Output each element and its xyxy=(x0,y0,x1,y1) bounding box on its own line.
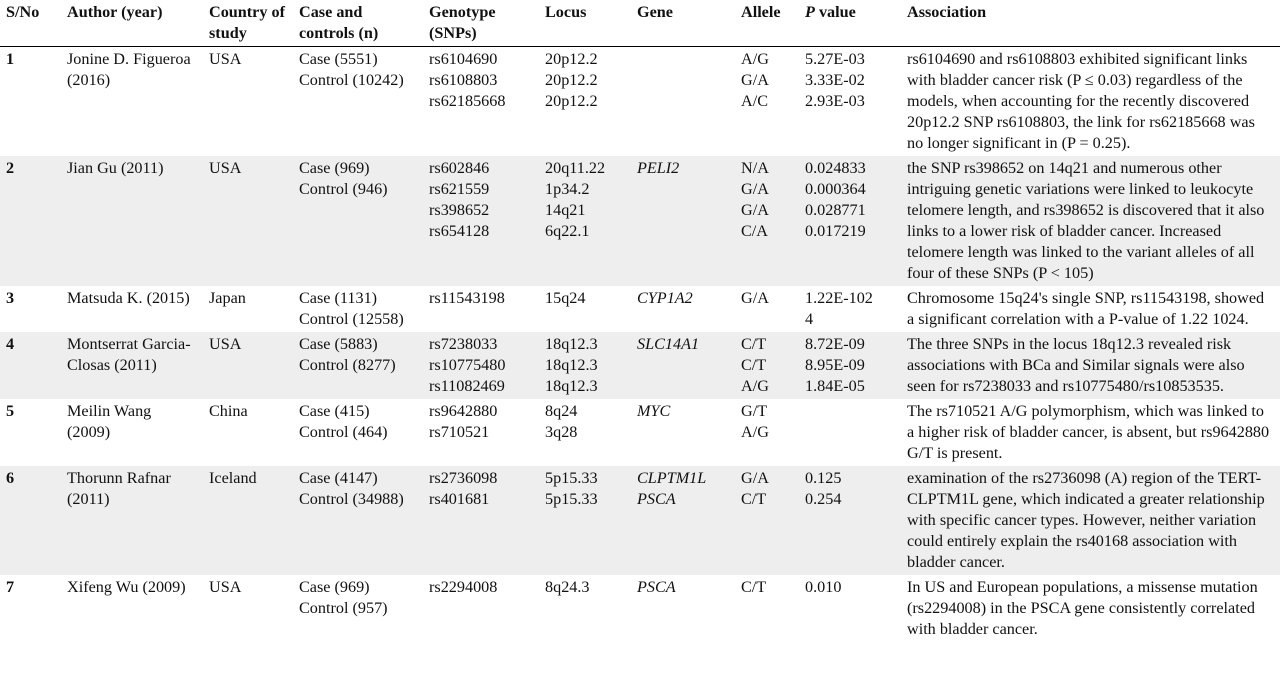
genotype-value: rs62185668 xyxy=(429,92,506,110)
allele-value: A/G xyxy=(741,377,769,395)
table-body xyxy=(0,47,1280,643)
allele-value: G/A xyxy=(741,180,769,198)
cell-locus xyxy=(539,332,631,399)
cases-value: Case (4147) xyxy=(299,469,378,487)
cell-cases xyxy=(293,286,423,332)
cell-p-value xyxy=(799,575,901,642)
header-gene: Gene xyxy=(631,0,735,47)
p-value-value: 0.000364 xyxy=(805,180,866,198)
cell-country: Iceland xyxy=(209,469,257,487)
table-row xyxy=(0,156,1280,286)
cases-value: Control (8277) xyxy=(299,356,396,374)
genotype-value: rs6108803 xyxy=(429,71,498,89)
genotype-value: rs11543198 xyxy=(429,289,505,307)
locus-value: 3q28 xyxy=(545,423,578,441)
cell-association: examination of the rs2736098 (A) region of the TERT- CLPTM1L gene, which indicated a greater relationship with specific cancer types. However, neither variation could entirely explain the rs40168 association with bladder cancer. xyxy=(907,469,1265,571)
cell-allele xyxy=(735,399,799,466)
genotype-value: rs602846 xyxy=(429,159,490,177)
cell-allele xyxy=(735,47,799,157)
cell-sno: 1 xyxy=(6,50,15,68)
cell-gene xyxy=(631,575,735,642)
genotype-value: rs2294008 xyxy=(429,578,498,596)
locus-value: 6q22.1 xyxy=(545,222,590,240)
cell-locus xyxy=(539,156,631,286)
header-genotype: Genotype (SNPs) xyxy=(423,0,539,47)
header-allele: Allele xyxy=(735,0,799,47)
cell-association: The three SNPs in the locus 18q12.3 revealed risk associations with BCa and Similar signals were also seen for rs7238033 and rs10775480/rs10853535. xyxy=(907,335,1245,395)
cases-value: Control (10242) xyxy=(299,71,404,89)
cell-p-value xyxy=(799,466,901,575)
locus-value: 14q21 xyxy=(545,201,586,219)
gene-value: MYC xyxy=(637,402,671,420)
allele-value: G/A xyxy=(741,289,769,307)
cases-value: Case (969) xyxy=(299,159,370,177)
cell-country: USA xyxy=(209,159,242,177)
table-row xyxy=(0,47,1280,157)
cell-author: Matsuda K. (2015) xyxy=(67,289,190,307)
cell-country: USA xyxy=(209,578,242,596)
cases-value: Case (1131) xyxy=(299,289,378,307)
gene-value: PSCA xyxy=(637,578,676,596)
allele-value: C/T xyxy=(741,578,767,596)
allele-value: C/T xyxy=(741,490,767,508)
cell-association: Chromosome 15q24's single SNP, rs11543198, showed a significant correlation with a P-value of 1.22 1024. xyxy=(907,289,1265,328)
table-row xyxy=(0,332,1280,399)
locus-value: 20q11.22 xyxy=(545,159,606,177)
header-association: Association xyxy=(901,0,1280,47)
cell-cases xyxy=(293,399,423,466)
cell-gene xyxy=(631,399,735,466)
cell-association: The rs710521 A/G polymorphism, which was linked to a higher risk of bladder cancer, is absent, but rs9642880 G/T is present. xyxy=(907,402,1270,462)
allele-value: N/A xyxy=(741,159,769,177)
cell-country: USA xyxy=(209,50,242,68)
cases-value: Control (957) xyxy=(299,599,388,617)
genotype-value: rs621559 xyxy=(429,180,490,198)
cases-value: Control (12558) xyxy=(299,310,404,328)
cases-value: Control (34988) xyxy=(299,490,404,508)
allele-value: G/A xyxy=(741,201,769,219)
table-row xyxy=(0,466,1280,575)
cell-author: Thorunn Rafnar (2011) xyxy=(67,469,171,508)
genotype-value: rs6104690 xyxy=(429,50,498,68)
cell-allele xyxy=(735,466,799,575)
locus-value: 5p15.33 xyxy=(545,490,598,508)
locus-value: 5p15.33 xyxy=(545,469,598,487)
genotype-value: rs401681 xyxy=(429,490,490,508)
p-value-value: 8.95E-09 xyxy=(805,356,865,374)
cell-sno: 3 xyxy=(6,289,15,307)
cell-genotype xyxy=(423,286,539,332)
cell-sno: 2 xyxy=(6,159,15,177)
cell-locus xyxy=(539,399,631,466)
table-row xyxy=(0,286,1280,332)
p-value-value: 3.33E-02 xyxy=(805,71,865,89)
p-value-value: 5.27E-03 xyxy=(805,50,865,68)
cases-value: Control (946) xyxy=(299,180,388,198)
header-cases: Case and controls (n) xyxy=(293,0,423,47)
gene-value: SLC14A1 xyxy=(637,335,700,353)
allele-value: G/T xyxy=(741,402,768,420)
cell-genotype xyxy=(423,332,539,399)
genotype-value: rs7238033 xyxy=(429,335,498,353)
header-country: Country of study xyxy=(203,0,293,47)
allele-value: C/T xyxy=(741,335,767,353)
cases-value: Case (5551) xyxy=(299,50,378,68)
locus-value: 20p12.2 xyxy=(545,71,598,89)
gene-value: CLPTM1L xyxy=(637,469,707,487)
cell-locus xyxy=(539,575,631,642)
cell-gene xyxy=(631,286,735,332)
allele-value: A/G xyxy=(741,423,769,441)
p-value-value: 4 xyxy=(805,310,814,328)
header-locus: Locus xyxy=(539,0,631,47)
allele-value: A/G xyxy=(741,50,769,68)
locus-value: 18q12.3 xyxy=(545,335,598,353)
locus-value: 18q12.3 xyxy=(545,356,598,374)
cases-value: Case (5883) xyxy=(299,335,378,353)
cell-gene xyxy=(631,332,735,399)
cell-gene xyxy=(631,47,735,157)
p-value-value: 0.028771 xyxy=(805,201,866,219)
cell-allele xyxy=(735,156,799,286)
cell-cases xyxy=(293,466,423,575)
cell-genotype xyxy=(423,399,539,466)
header-p-value xyxy=(799,0,901,47)
locus-value: 20p12.2 xyxy=(545,50,598,68)
genotype-value: rs2736098 xyxy=(429,469,498,487)
locus-value: 18q12.3 xyxy=(545,377,598,395)
cell-locus xyxy=(539,47,631,157)
cell-p-value xyxy=(799,47,901,157)
cell-sno: 4 xyxy=(6,335,15,353)
cases-value: Case (969) xyxy=(299,578,370,596)
cell-cases xyxy=(293,575,423,642)
cell-association: rs6104690 and rs6108803 exhibited significant links with bladder cancer risk (P ≤ 0.03) regardless of the models, when accounting for the recently discovered 20p12.2 SNP rs6108803, the link for rs62185668 was no longer significant in (P = 0.25). xyxy=(907,50,1255,152)
cell-allele xyxy=(735,332,799,399)
cell-author: Montserrat Garcia-Closas (2011) xyxy=(67,335,191,374)
gene-value: PSCA xyxy=(637,490,676,508)
cell-genotype xyxy=(423,47,539,157)
header-p-rest: value xyxy=(814,3,856,21)
allele-value: C/A xyxy=(741,222,768,240)
cell-gene xyxy=(631,156,735,286)
cases-value: Case (415) xyxy=(299,402,370,420)
cell-genotype xyxy=(423,466,539,575)
allele-value: A/C xyxy=(741,92,768,110)
cell-author: Jian Gu (2011) xyxy=(67,159,164,177)
cell-country: USA xyxy=(209,335,242,353)
gene-value: CYP1A2 xyxy=(637,289,693,307)
p-value-value: 2.93E-03 xyxy=(805,92,865,110)
p-value-value: 0.024833 xyxy=(805,159,866,177)
gene-value: PELI2 xyxy=(637,159,680,177)
header-sno: S/No xyxy=(0,0,61,47)
cell-author: Xifeng Wu (2009) xyxy=(67,578,186,596)
cell-locus xyxy=(539,466,631,575)
header-p-letter: P xyxy=(805,3,815,21)
cell-p-value xyxy=(799,286,901,332)
p-value-value: 0.254 xyxy=(805,490,842,508)
cell-gene xyxy=(631,466,735,575)
cell-genotype xyxy=(423,575,539,642)
header-row xyxy=(0,0,1280,47)
genotype-value: rs710521 xyxy=(429,423,490,441)
cell-author: Jonine D. Figueroa (2016) xyxy=(67,50,191,89)
cell-association: In US and European populations, a missense mutation (rs2294008) in the PSCA gene consistently correlated with bladder cancer. xyxy=(907,578,1258,638)
cell-p-value xyxy=(799,399,901,466)
p-value-value: 1.84E-05 xyxy=(805,377,865,395)
cell-cases xyxy=(293,332,423,399)
genotype-value: rs9642880 xyxy=(429,402,498,420)
genotype-value: rs654128 xyxy=(429,222,490,240)
genotype-value: rs10775480 xyxy=(429,356,506,374)
locus-value: 15q24 xyxy=(545,289,586,307)
cell-association: the SNP rs398652 on 14q21 and numerous other intriguing genetic variations were linked to leukocyte telomere length, and rs398652 is discovered that it also links to a lower risk of bladder cancer. Increased telomere length was linked to the variant alleles of all four of these SNPs (P < 105) xyxy=(907,159,1265,282)
locus-value: 8q24 xyxy=(545,402,578,420)
cell-author: Meilin Wang (2009) xyxy=(67,402,152,441)
genotype-value: rs398652 xyxy=(429,201,490,219)
cell-sno: 7 xyxy=(6,578,15,596)
cell-genotype xyxy=(423,156,539,286)
cell-allele xyxy=(735,286,799,332)
locus-value: 1p34.2 xyxy=(545,180,590,198)
allele-value: G/A xyxy=(741,469,769,487)
locus-value: 8q24.3 xyxy=(545,578,590,596)
table-row xyxy=(0,399,1280,466)
p-value-value: 0.010 xyxy=(805,578,842,596)
cell-country: Japan xyxy=(209,289,246,307)
p-value-value: 8.72E-09 xyxy=(805,335,865,353)
table-row xyxy=(0,575,1280,642)
header-author: Author (year) xyxy=(61,0,203,47)
p-value-value: 0.017219 xyxy=(805,222,866,240)
cell-sno: 5 xyxy=(6,402,15,420)
cell-cases xyxy=(293,47,423,157)
cell-cases xyxy=(293,156,423,286)
cell-sno: 6 xyxy=(6,469,15,487)
p-value-value: 1.22E-102 xyxy=(805,289,873,307)
locus-value: 20p12.2 xyxy=(545,92,598,110)
cell-country: China xyxy=(209,402,248,420)
cell-p-value xyxy=(799,332,901,399)
cell-locus xyxy=(539,286,631,332)
cell-p-value xyxy=(799,156,901,286)
cases-value: Control (464) xyxy=(299,423,388,441)
allele-value: G/A xyxy=(741,71,769,89)
cell-allele xyxy=(735,575,799,642)
genotype-value: rs11082469 xyxy=(429,377,505,395)
allele-value: C/T xyxy=(741,356,767,374)
p-value-value: 0.125 xyxy=(805,469,842,487)
